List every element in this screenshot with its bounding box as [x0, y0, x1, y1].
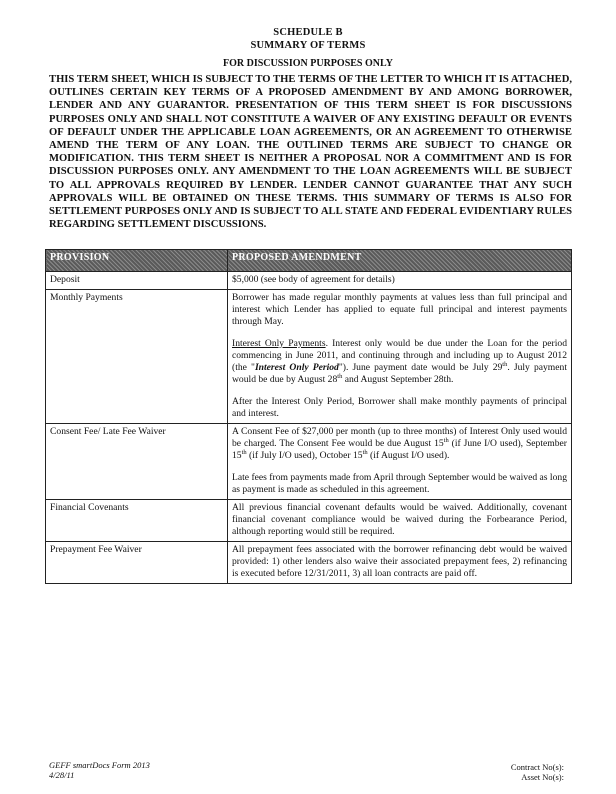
amendment-cell: All prepayment fees associated with the borrower refinancing debt would be waived provided: 1) other lenders also waive their associated prepayment fees, 2) refinancing is executed before 12/31/2011, 3) all loan contracts are paid off.: [228, 542, 572, 584]
document-subtitle: FOR DISCUSSION PURPOSES ONLY: [223, 58, 393, 69]
provision-cell: Deposit: [46, 272, 228, 290]
text-run: (if July I/O used), October 15: [246, 450, 363, 461]
ordinal-suffix: th: [362, 448, 368, 456]
contract-number-label: Contract No(s):: [510, 762, 564, 772]
amendment-cell: $5,000 (see body of agreement for details): [228, 272, 572, 290]
ordinal-suffix: th: [337, 372, 343, 380]
text-run: and August September 28th.: [342, 374, 454, 385]
table-row-financial-covenants: [46, 500, 572, 542]
interest-only-heading: Interest Only Payments: [232, 338, 326, 349]
text-run: (if June I/O used), September 15: [232, 438, 567, 461]
table-row-consent-fee: [46, 424, 572, 500]
provision-cell: Prepayment Fee Waiver: [46, 542, 228, 584]
text-run: (if August I/O used).: [367, 450, 450, 461]
intro-disclaimer: THIS TERM SHEET, WHICH IS SUBJECT TO THE TERMS OF THE LETTER TO WHICH IT IS ATTACHED, OUTLINES CERTAIN KEY TERMS OF A PROPOSED AMENDMENT BY AND AMONG BORROWER, LENDER AND ANY GUARANTOR. PRESENTATION OF THIS TERM SHEET IS FOR DISCUSSIONS PURPOSES ONLY AND SHALL NOT CONSTITUTE A WAIVER OF ANY EXISTING DEFAULT OR EVENTS OF DEFAULT UNDER THE APPLICABLE LOAN AGREEMENTS, OR AN AGREEMENT TO OTHERWISE AMEND THE TERM OF ANY LOAN. THE OUTLINED TERMS ARE SUBJECT TO CHANGE OR MODIFICATION. THIS TERM SHEET IS NEITHER A PROPOSAL NOR A COMMITMENT AND IS FOR DISCUSSION PURPOSES ONLY. ANY AMENDMENT TO THE LOAN AGREEMENTS WILL BE SUBJECT TO ALL APPROVALS REQUIRED BY LENDER. LENDER CANNOT GUARANTEE THAT ANY SUCH APPROVALS WILL BE OBTAINED ON THESE TERMS. THIS SUMMARY OF TERMS IS ALSO FOR SETTLEMENT PURPOSES ONLY AND IS SUBJECT TO ALL STATE AND FEDERAL EVIDENTIARY RULES REGARDING SETTLEMENT DISCUSSIONS.: [49, 74, 572, 231]
paragraph: [232, 426, 567, 462]
terms-table: [45, 249, 572, 584]
paragraph: Borrower has made regular monthly payments at values less than full principal and interest which Lender has applied to equate full principal and interest payments through May.: [232, 292, 567, 327]
form-date: 4/28/11: [49, 770, 75, 780]
reference-footer: [511, 762, 564, 782]
table-row-deposit: [46, 272, 572, 290]
table-header-row: [46, 250, 572, 272]
ordinal-suffix: th: [502, 360, 508, 368]
form-name: GEFF smartDocs Form 2013: [49, 760, 150, 770]
defined-term: Interest Only Period: [254, 362, 339, 373]
provision-cell: Consent Fee/ Late Fee Waiver: [46, 424, 228, 500]
form-footer: [49, 760, 150, 780]
asset-number-label: Asset No(s):: [521, 772, 564, 782]
table-row-prepayment-fee: [46, 542, 572, 584]
text-run: . Interest only would be due under the Loan for the period commencing in June 2011, and continuing through and including up to August 2012 (the ": [232, 338, 567, 373]
ordinal-suffix: th: [443, 436, 449, 444]
schedule-heading: SCHEDULE B: [273, 27, 343, 38]
provision-cell: Financial Covenants: [46, 500, 228, 542]
text-run: "). June payment date would be July 29: [338, 362, 503, 373]
document-title: SUMMARY OF TERMS: [250, 40, 366, 51]
text-run: A Consent Fee of $27,000 per month (up to three months) of Interest Only used would be charged. The Consent Fee would be due August 15: [232, 426, 567, 449]
table-row-monthly-payments: [46, 290, 572, 424]
amendment-cell: [228, 424, 572, 500]
provision-cell: Monthly Payments: [46, 290, 228, 424]
amendment-cell: [228, 290, 572, 424]
paragraph: After the Interest Only Period, Borrower shall make monthly payments of principal and interest.: [232, 396, 567, 419]
provision-column-header: PROVISION: [46, 250, 228, 272]
amendment-cell: All previous financial covenant defaults would be waived. Additionally, covenant financial covenant compliance would be waived during the Forbearance Period, although reporting would still be required.: [228, 500, 572, 542]
ordinal-suffix: th: [241, 448, 247, 456]
text-run: . July payment would be due by August 28: [232, 362, 567, 385]
paragraph: Late fees from payments made from April through September would be waived as long as payment is made as scheduled in this agreement.: [232, 472, 567, 495]
paragraph: [232, 338, 567, 386]
amendment-column-header: PROPOSED AMENDMENT: [228, 250, 572, 272]
